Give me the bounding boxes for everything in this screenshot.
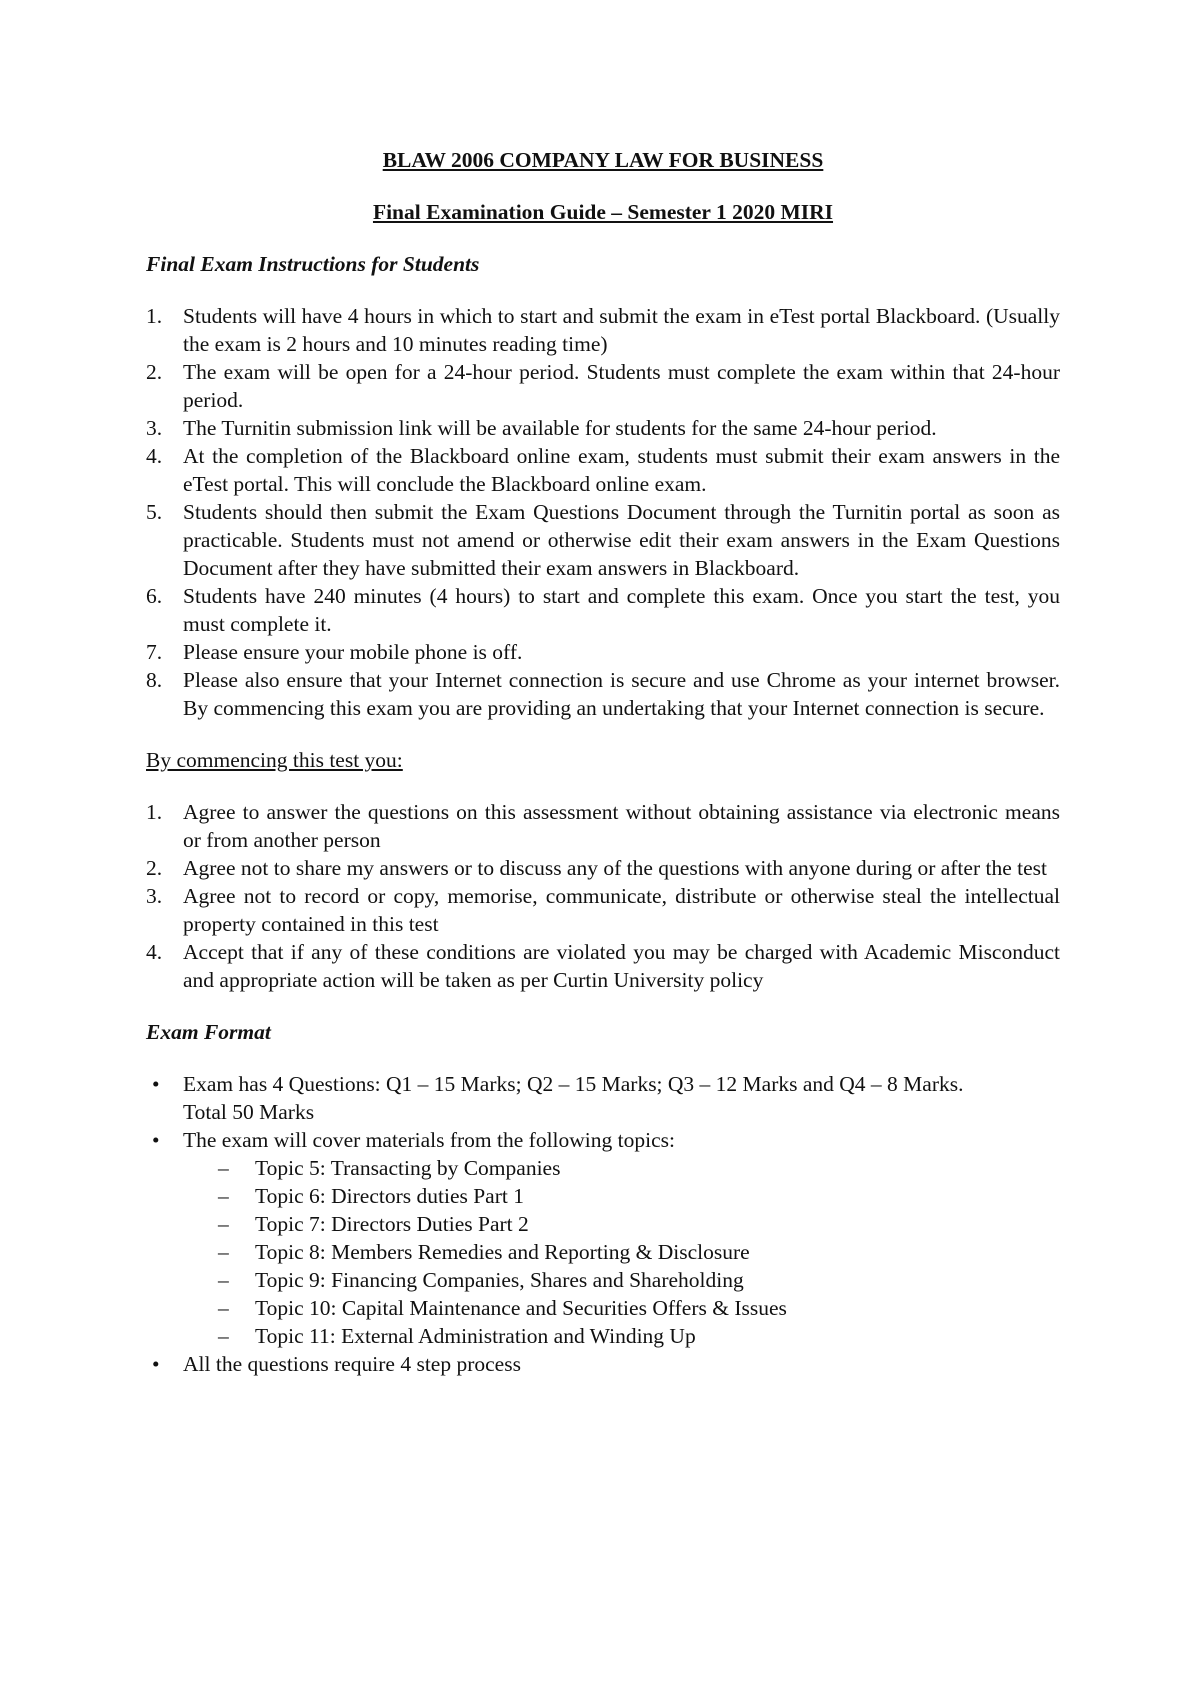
item-text: Accept that if any of these conditions are violated you may be charged with Academic Misconduct and appropriate action will be taken as per Curtin University policy: [183, 940, 1060, 992]
dash-icon: –: [218, 1184, 229, 1208]
topic-text: Topic 5: Transacting by Companies: [255, 1156, 561, 1180]
bullet-icon: •: [152, 1128, 160, 1152]
document-content: [146, 146, 1060, 1378]
item-number: 7.: [146, 640, 163, 664]
topics-list: [183, 1154, 1060, 1350]
questions-text: Exam has 4 Questions: Q1 – 15 Marks; Q2 – 15 Marks; Q3 – 12 Marks and Q4 – 8 Marks. Total 50 Marks: [183, 1072, 964, 1124]
item-text: Students should then submit the Exam Questions Document through the Turnitin portal as soon as practicable. Students must not amend or otherwise edit their exam answers in the Exam Questions Document after they have submitted their exam answers in Blackboard.: [183, 500, 1060, 580]
topic-item: [218, 1154, 1060, 1182]
item-text: Agree to answer the questions on this assessment without obtaining assistance via electronic means or from another person: [183, 800, 1060, 852]
commencing-heading: By commencing this test you:: [146, 748, 403, 772]
instructions-heading: Final Exam Instructions for Students: [146, 252, 480, 276]
item-number: 6.: [146, 584, 163, 608]
item-text: At the completion of the Blackboard online exam, students must submit their exam answers in the eTest portal. This will conclude the Blackboard online exam.: [183, 444, 1060, 496]
item-number: 4.: [146, 444, 163, 468]
dash-icon: –: [218, 1156, 229, 1180]
item-number: 1.: [146, 800, 163, 824]
item-text: The Turnitin submission link will be available for students for the same 24-hour period.: [183, 416, 937, 440]
item-text: Agree not to share my answers or to discuss any of the questions with anyone during or after the test: [183, 856, 1047, 880]
list-item: [146, 1070, 1060, 1126]
list-item: [146, 666, 1060, 722]
item-number: 8.: [146, 668, 163, 692]
list-item: [146, 582, 1060, 638]
topic-item: [218, 1266, 1060, 1294]
list-item: [146, 302, 1060, 358]
dash-icon: –: [218, 1324, 229, 1348]
list-item: [146, 798, 1060, 854]
dash-icon: –: [218, 1268, 229, 1292]
process-note: All the questions require 4 step process: [183, 1352, 521, 1376]
item-number: 4.: [146, 940, 163, 964]
list-item: [146, 938, 1060, 994]
topic-text: Topic 10: Capital Maintenance and Securities Offers & Issues: [255, 1296, 787, 1320]
topic-item: [218, 1182, 1060, 1210]
topic-item: [218, 1238, 1060, 1266]
topic-item: [218, 1210, 1060, 1238]
item-text: Please ensure your mobile phone is off.: [183, 640, 523, 664]
list-item: [146, 498, 1060, 582]
item-text: Please also ensure that your Internet connection is secure and use Chrome as your internet browser. By commencing this exam you are providing an undertaking that your Internet connection is secure.: [183, 668, 1060, 720]
topic-text: Topic 7: Directors Duties Part 2: [255, 1212, 529, 1236]
document-title: BLAW 2006 COMPANY LAW FOR BUSINESS: [382, 148, 824, 172]
dash-icon: –: [218, 1296, 229, 1320]
topic-text: Topic 9: Financing Companies, Shares and Shareholding: [255, 1268, 744, 1292]
list-item: [146, 414, 1060, 442]
item-number: 1.: [146, 304, 163, 328]
topic-text: Topic 11: External Administration and Winding Up: [255, 1324, 696, 1348]
list-item: [146, 882, 1060, 938]
item-text: Agree not to record or copy, memorise, communicate, distribute or otherwise steal the intellectual property contained in this test: [183, 884, 1060, 936]
list-item: [146, 854, 1060, 882]
topics-intro: The exam will cover materials from the following topics:: [183, 1128, 675, 1152]
list-item: [146, 442, 1060, 498]
item-number: 5.: [146, 500, 163, 524]
topic-item: [218, 1294, 1060, 1322]
dash-icon: –: [218, 1212, 229, 1236]
list-item: [146, 638, 1060, 666]
item-number: 2.: [146, 856, 163, 880]
dash-icon: –: [218, 1240, 229, 1264]
list-item: [146, 1126, 1060, 1350]
item-text: Students will have 4 hours in which to start and submit the exam in eTest portal Blackboard. (Usually the exam is 2 hours and 10 minutes reading time): [183, 304, 1060, 356]
topic-text: Topic 6: Directors duties Part 1: [255, 1184, 524, 1208]
bullet-icon: •: [152, 1072, 160, 1096]
item-number: 2.: [146, 360, 163, 384]
format-list: [146, 1070, 1060, 1378]
commencing-list: [146, 798, 1060, 994]
format-heading: Exam Format: [146, 1020, 271, 1044]
document-subtitle: Final Examination Guide – Semester 1 2020 MIRI: [372, 200, 834, 224]
topic-item: [218, 1322, 1060, 1350]
bullet-icon: •: [152, 1352, 160, 1376]
item-text: Students have 240 minutes (4 hours) to start and complete this exam. Once you start the test, you must complete it.: [183, 584, 1060, 636]
item-text: The exam will be open for a 24-hour period. Students must complete the exam within that 24-hour period.: [183, 360, 1060, 412]
instructions-list: [146, 302, 1060, 722]
list-item: [146, 1350, 1060, 1378]
list-item: [146, 358, 1060, 414]
item-number: 3.: [146, 416, 163, 440]
item-number: 3.: [146, 884, 163, 908]
topic-text: Topic 8: Members Remedies and Reporting & Disclosure: [255, 1240, 750, 1264]
